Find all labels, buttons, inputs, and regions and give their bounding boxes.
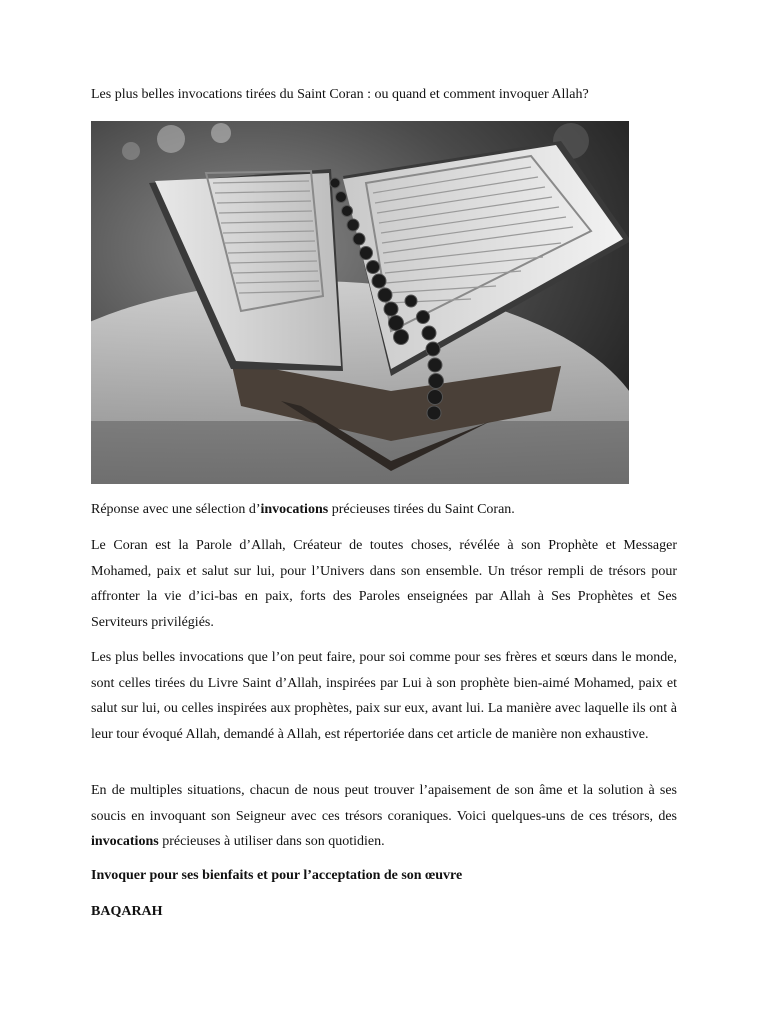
quran-photo — [91, 121, 629, 484]
situations-text-before: En de multiples situations, chacun de nous peut trouver l’apaisement de son âme et la solution à ses soucis en invoquant son Seigneur avec ces trésors coraniques. Voici quelques-uns de ces trésors, des — [91, 783, 677, 824]
paragraph-situations — [91, 778, 677, 855]
intro-bold-invocations: invocations — [260, 502, 329, 517]
subsection-heading-baqarah: BAQARAH — [91, 904, 163, 919]
open-book-image — [91, 121, 629, 484]
paragraph-coran-definition: Le Coran est la Parole d’Allah, Créateur de toutes choses, révélée à son Prophète et Messager Mohamed, paix et salut sur lui, pour l’Univers dans son ensemble. Un trésor rempli de trésors pour affronter la vie d’ici-bas en paix, forts des Paroles enseignées par Allah à Ses Prophètes et Ses Serviteurs privilégiés. — [91, 538, 677, 630]
document-title: Les plus belles invocations tirées du Saint Coran : ou quand et comment invoquer Allah? — [91, 87, 589, 102]
situations-text-after: précieuses à utiliser dans son quotidien. — [158, 834, 385, 849]
intro-text-after: précieuses tirées du Saint Coran. — [328, 502, 515, 517]
intro-paragraph — [91, 497, 677, 523]
paragraph-best-invocations: Les plus belles invocations que l’on peut faire, pour soi comme pour ses frères et sœurs dans le monde, sont celles tirées du Livre Saint d’Allah, inspirées par Lui à son prophète bien-aimé Mohamed, paix et salut sur lui, ou celles inspirées aux prophètes, paix sur eux, avant lui. La manière avec laquelle ils ont à leur tour évoqué Allah, demandé à Allah, est répertoriée dans cet article de manière non exhaustive. — [91, 650, 677, 742]
section-heading: Invoquer pour ses bienfaits et pour l’acceptation de son œuvre — [91, 868, 463, 883]
intro-text-before: Réponse avec une sélection d’ — [91, 502, 261, 517]
situations-bold-invocations: invocations — [91, 834, 159, 849]
